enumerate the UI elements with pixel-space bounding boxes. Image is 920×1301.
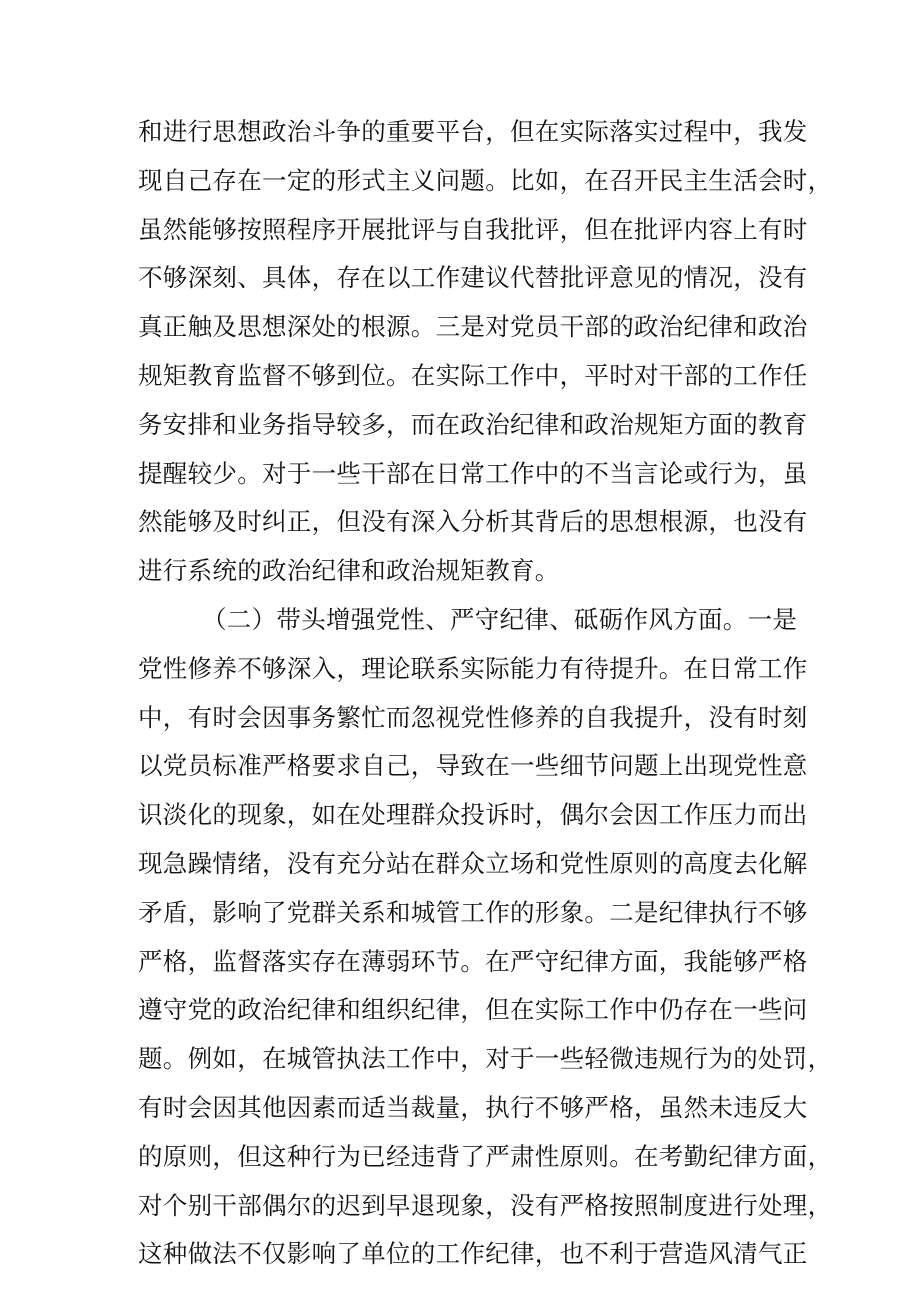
text-line: 有时会因其他因素而适当裁量，执行不够严格，虽然未违反大 — [138, 1092, 808, 1122]
body-text — [138, 108, 833, 1279]
text-line: 以党员标准严格要求自己，导致在一些细节问题上出现党性意 — [138, 751, 808, 781]
text-line: 虽然能够按照程序开展批评与自我批评，但在批评内容上有时 — [138, 214, 808, 244]
text-line: 题。例如，在城管执法工作中，对于一些轻微违规行为的处罚， — [138, 1044, 833, 1074]
text-line: 务安排和业务指导较多，而在政治纪律和政治规矩方面的教育 — [138, 409, 808, 439]
text-line: 识淡化的现象，如在处理群众投诉时，偶尔会因工作压力而出 — [138, 800, 808, 830]
text-line: 和进行思想政治斗争的重要平台，但在实际落实过程中，我发 — [138, 117, 808, 146]
text-line: 现自己存在一定的形式主义问题。比如，在召开民主生活会时， — [138, 165, 833, 195]
text-line: 中，有时会因事务繁忙而忽视党性修养的自我提升，没有时刻 — [138, 702, 808, 732]
text-line: 规矩教育监督不够到位。在实际工作中，平时对干部的工作任 — [138, 360, 808, 390]
section-heading-line: （二）带头增强党性、严守纪律、砥砺作风方面。一是 — [202, 604, 798, 634]
text-line: 的原则，但这种行为已经违背了严肃性原则。在考勤纪律方面， — [138, 1141, 833, 1171]
text-line: 矛盾，影响了党群关系和城管工作的形象。二是纪律执行不够 — [138, 897, 808, 927]
text-line: 不够深刻、具体，存在以工作建议代替批评意见的情况，没有 — [138, 263, 808, 293]
text-line: 对个别干部偶尔的迟到早退现象，没有严格按照制度进行处理， — [138, 1190, 833, 1220]
text-line: 严格，监督落实存在薄弱环节。在严守纪律方面，我能够严格 — [138, 946, 808, 976]
text-line: 党性修养不够深入，理论联系实际能力有待提升。在日常工作 — [138, 653, 808, 683]
text-line: 现急躁情绪，没有充分站在群众立场和党性原则的高度去化解 — [138, 848, 808, 878]
text-line: 进行系统的政治纪律和政治规矩教育。 — [138, 556, 560, 586]
text-line: 遵守党的政治纪律和组织纪律，但在实际工作中仍存在一些问 — [138, 995, 808, 1025]
text-line: 提醒较少。对于一些干部在日常工作中的不当言论或行为，虽 — [138, 458, 808, 488]
text-line: 真正触及思想深处的根源。三是对党员干部的政治纪律和政治 — [138, 312, 808, 342]
text-line: 这种做法不仅影响了单位的工作纪律，也不利于营造风清气正 — [138, 1239, 808, 1269]
text-line: 然能够及时纠正，但没有深入分析其背后的思想根源，也没有 — [138, 507, 808, 537]
